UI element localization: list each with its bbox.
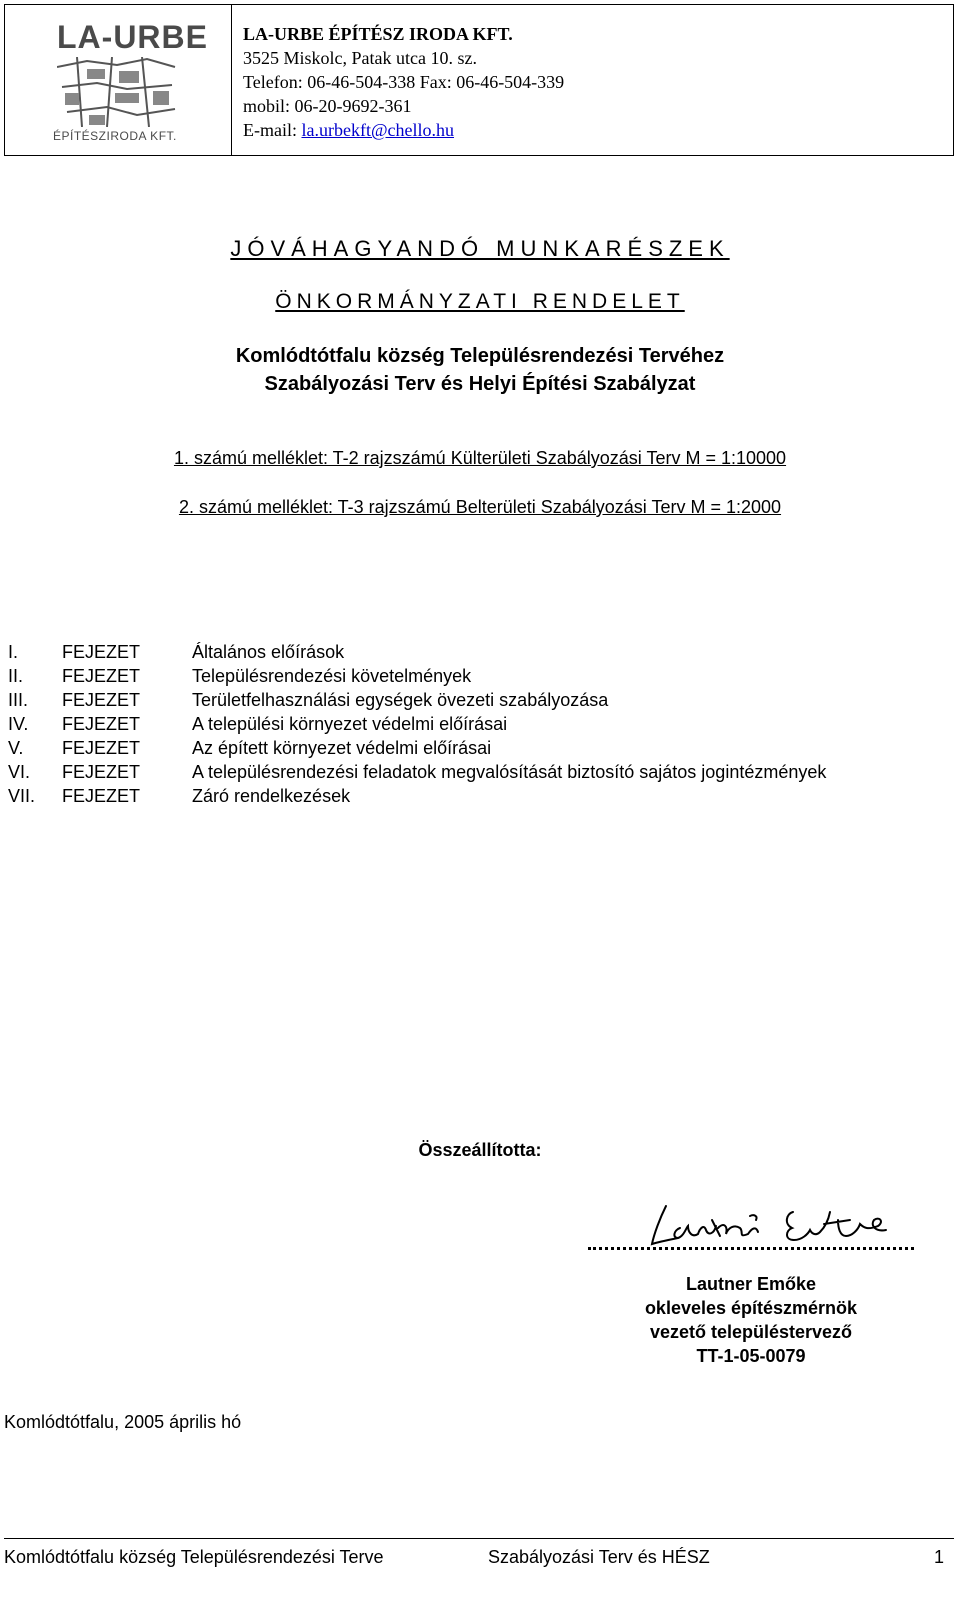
chapter-word: FEJEZET — [62, 666, 141, 686]
chapter-word: FEJEZET — [62, 738, 141, 758]
doc-subject-line1: Komlódtótfalu község Településrendezési Tervéhez — [235, 345, 725, 367]
chapter-number: III. — [8, 690, 29, 710]
company-phone-fax: Telefon: 06-46-504-338 Fax: 06-46-504-339 — [243, 72, 565, 92]
signature-area — [588, 1198, 914, 1260]
place-date: Komlódtótfalu, 2005 április hó — [4, 1412, 242, 1432]
chapter-row — [8, 688, 826, 712]
author-title-2: vezető településtervező — [649, 1322, 853, 1342]
chapter-word: FEJEZET — [62, 786, 141, 806]
email-link[interactable]: la.urbekft@chello.hu — [301, 120, 455, 140]
annex-1: 1. számú melléklet: T-2 rajzszámú Külterületi Szabályozási Terv M = 1:10000 — [173, 448, 787, 468]
author-license: TT-1-05-0079 — [696, 1346, 806, 1366]
doc-heading-municipal-decree: ÖNKORMÁNYZATI RENDELET — [275, 290, 685, 313]
chapter-title: A településrendezési feladatok megvalósítását biztosító sajátos jogintézmények — [192, 762, 827, 782]
chapter-row — [8, 664, 826, 688]
company-mobile: mobil: 06-20-9692-361 — [243, 96, 412, 116]
signature-line — [588, 1247, 914, 1250]
chapter-title: Településrendezési követelmények — [192, 666, 472, 686]
company-logo — [5, 5, 232, 155]
chapter-row — [8, 640, 826, 664]
page-number: 1 — [933, 1547, 944, 1567]
chapter-number: VII. — [8, 786, 36, 806]
doc-subject-line2: Szabályozási Terv és Helyi Építési Szabályzat — [264, 373, 696, 395]
chapter-word: FEJEZET — [62, 714, 141, 734]
chapter-title: Az épített környezet védelmi előírásai — [192, 738, 492, 758]
footer-section-title: Szabályozási Terv és HÉSZ — [488, 1547, 710, 1567]
chapter-number: II. — [8, 666, 24, 686]
chapter-word: FEJEZET — [62, 762, 141, 782]
chapter-number: V. — [8, 738, 24, 758]
chapter-number: IV. — [8, 714, 29, 734]
chapter-word: FEJEZET — [62, 642, 141, 662]
letterhead — [4, 4, 954, 156]
handwritten-signature — [588, 1198, 914, 1260]
page-footer — [4, 1538, 954, 1567]
logo-subtitle: ÉPÍTÉSZIRODA KFT. — [53, 129, 177, 143]
chapter-list — [8, 640, 826, 808]
annex-2: 2. számú melléklet: T-3 rajzszámú Belterületi Szabályozási Terv M = 1:2000 — [178, 497, 782, 517]
chapter-word: FEJEZET — [62, 690, 141, 710]
company-email-line — [243, 118, 564, 142]
chapter-title: A települési környezet védelmi előírásai — [192, 714, 508, 734]
chapter-title: Záró rendelkezések — [192, 786, 351, 806]
doc-subject — [0, 342, 960, 398]
chapter-number: VI. — [8, 762, 31, 782]
company-info — [243, 22, 564, 142]
chapter-row — [8, 712, 826, 736]
compiled-by-label: Összeállította: — [418, 1140, 542, 1160]
company-name: LA-URBE ÉPÍTÉSZ IRODA KFT. — [243, 24, 513, 44]
logo-title: LA-URBE — [57, 19, 208, 55]
chapter-title: Területfelhasználási egységek övezeti szabályozása — [192, 690, 609, 710]
email-label: E-mail: — [243, 120, 302, 140]
chapter-title: Általános előírások — [192, 642, 345, 662]
author-title-1: okleveles építészmérnök — [644, 1298, 858, 1318]
author-block — [588, 1272, 914, 1368]
doc-heading-approved-parts: JÓVÁHAGYANDÓ MUNKARÉSZEK — [230, 236, 730, 261]
chapter-row — [8, 784, 826, 808]
author-name: Lautner Emőke — [685, 1274, 817, 1294]
chapter-number: I. — [8, 642, 19, 662]
logo-map-icon — [57, 57, 177, 127]
company-address: 3525 Miskolc, Patak utca 10. sz. — [243, 48, 477, 68]
chapter-row — [8, 760, 826, 784]
footer-document-title: Komlódtótfalu község Településrendezési Terve — [4, 1547, 384, 1567]
chapter-row — [8, 736, 826, 760]
